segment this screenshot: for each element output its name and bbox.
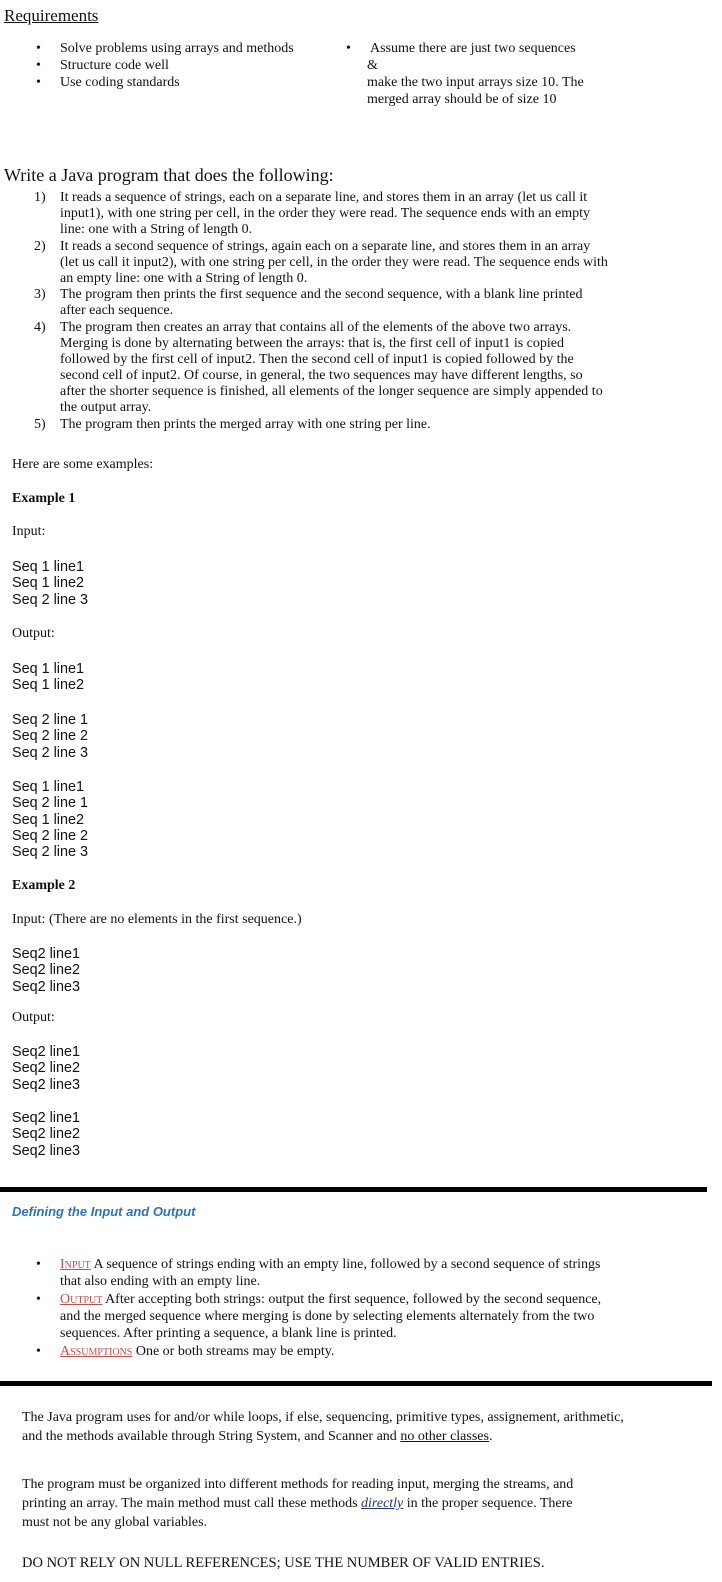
io-text: and the merged sequence where merging is done by selecting elements alternately from the two — [60, 1309, 595, 1324]
code-line: Seq2 line1 — [12, 1044, 81, 1060]
io-list — [36, 1256, 636, 1361]
example-2-input — [12, 946, 80, 995]
footer-text: . — [488, 1429, 493, 1444]
step-item — [34, 320, 634, 415]
example-2-output-block-2 — [12, 1110, 80, 1159]
example-2-input-label: Input: (There are no elements in the first sequence.) — [12, 912, 302, 927]
requirement-continuation: make the two input arrays size 10. The — [367, 75, 584, 90]
requirements-title: Requirements — [4, 6, 99, 25]
example-1-title: Example 1 — [12, 491, 76, 506]
requirement-item: • Use coding standards — [36, 74, 336, 91]
requirement-item: • Assume there are just two sequences — [346, 40, 636, 57]
step-line: after each sequence. — [60, 303, 174, 319]
step-line: The program then creates an array that contains all of the elements of the above two arrays. — [60, 320, 572, 336]
io-text: One or both streams may be empty. — [132, 1344, 335, 1359]
io-text: A sequence of strings ending with an empty line, followed by a second sequence of strings — [90, 1257, 601, 1272]
footer-underlined: no other classes — [400, 1429, 489, 1444]
step-number: 3) — [34, 287, 46, 303]
step-number: 5) — [34, 416, 46, 432]
io-text: sequences. After printing a sequence, a blank line is printed. — [60, 1326, 397, 1341]
code-line: Seq 1 line1 — [12, 779, 85, 795]
code-line: Seq 1 line2 — [12, 677, 85, 694]
step-line: the output array. — [60, 399, 152, 415]
footer-text: in the proper sequence. There — [403, 1496, 573, 1511]
examples-intro: Here are some examples: — [12, 457, 154, 472]
steps-list — [34, 190, 634, 434]
assumptions-tag: Assumptions — [60, 1344, 133, 1359]
io-section-heading: Defining the Input and Output — [12, 1204, 196, 1219]
footer-paragraph-1 — [22, 1408, 672, 1446]
code-line: Seq 2 line 3 — [12, 744, 89, 761]
step-line: The program then prints the merged array with one string per line. — [60, 416, 431, 432]
requirement-item: • Structure code well — [36, 57, 336, 74]
step-line: It reads a sequence of strings, each on a separate line, and stores them in an array (let us call it — [60, 190, 588, 205]
requirements-left-list — [36, 40, 336, 91]
footer-paragraph-2 — [22, 1475, 672, 1532]
example-2-output-label: Output: — [12, 1010, 55, 1025]
step-number: 4) — [34, 320, 46, 336]
code-line: Seq2 line2 — [12, 1126, 81, 1143]
io-item-input — [36, 1256, 636, 1290]
example-1-input — [12, 559, 88, 608]
step-item — [34, 417, 634, 433]
footer-warning: DO NOT RELY ON NULL REFERENCES; USE THE NUMBER OF VALID ENTRIES. — [22, 1555, 545, 1571]
step-number: 2) — [34, 238, 46, 254]
section-divider — [0, 1187, 707, 1192]
step-line: The program then prints the first sequence and the second sequence, with a blank line printed — [60, 287, 583, 303]
code-line: Seq 1 line1 — [12, 661, 85, 677]
footer-line — [22, 1494, 672, 1513]
step-line: (let us call it input2), with one string per cell, in the order they were read. The sequence ends with — [60, 254, 608, 270]
footer-emphasis: directly — [361, 1496, 404, 1511]
code-line: Seq 2 line 3 — [12, 844, 89, 861]
step-line: input1), with one string per cell, in the order they were read. The sequence ends with an empty — [60, 205, 591, 221]
code-line: Seq2 line1 — [12, 1110, 81, 1126]
step-item — [34, 190, 634, 238]
footer-line: The program must be organized into different methods for reading input, merging the streams, and — [22, 1477, 574, 1492]
code-line: Seq 1 line2 — [12, 811, 85, 828]
example-2-title: Example 2 — [12, 878, 76, 893]
code-line: Seq 2 line 1 — [12, 795, 89, 812]
footer-line: must not be any global variables. — [22, 1515, 208, 1530]
requirement-item: • Solve problems using arrays and methods — [36, 40, 336, 57]
code-line: Seq2 line3 — [12, 978, 81, 995]
code-line: Seq 2 line 2 — [12, 827, 89, 844]
step-number: 1) — [34, 190, 46, 205]
requirement-continuation: & — [367, 58, 378, 73]
io-text: After accepting both strings: output the first sequence, followed by the second sequence, — [102, 1292, 602, 1307]
step-item — [34, 287, 634, 319]
code-line: Seq 1 line1 — [12, 559, 85, 575]
step-line: after the shorter sequence is finished, all elements of the longer sequence are simply appended to — [60, 383, 603, 399]
step-line: second cell of input2. Of course, in general, the two sequences may have different lengths, so — [60, 367, 583, 383]
io-item-assumptions — [36, 1343, 636, 1360]
output-tag: Output — [60, 1292, 103, 1307]
code-line: Seq2 line3 — [12, 1076, 81, 1093]
footer-line: The Java program uses for and/or while loops, if else, sequencing, primitive types, assignement, arithmetic, — [22, 1410, 624, 1425]
step-line: Merging is done by alternating between the arrays: that is, the first cell of input1 is copied — [60, 336, 564, 352]
example-1-input-label: Input: — [12, 524, 46, 539]
io-item-output — [36, 1291, 636, 1342]
io-text: that also ending with an empty line. — [60, 1274, 261, 1289]
task-heading: Write a Java program that does the following: — [4, 165, 334, 185]
requirements-right-list — [346, 40, 636, 108]
code-line: Seq2 line2 — [12, 1060, 81, 1077]
example-1-output-block-1 — [12, 661, 84, 694]
footer-text: and the methods available through String System, and Scanner and — [22, 1429, 401, 1444]
requirement-continuation: merged array should be of size 10 — [367, 92, 557, 107]
example-1-output-block-2 — [12, 712, 88, 761]
code-line: Seq 1 line2 — [12, 575, 85, 592]
example-1-output-block-3 — [12, 779, 88, 860]
section-divider — [0, 1381, 712, 1386]
example-2-output-block-1 — [12, 1044, 80, 1093]
step-item — [34, 239, 634, 287]
footer-line — [22, 1427, 672, 1446]
step-line: followed by the first cell of input2. Then the second cell of input1 is copied followed by the — [60, 352, 574, 368]
step-line: an empty line: one with a String of length 0. — [60, 270, 308, 286]
code-line: Seq 2 line 3 — [12, 591, 89, 608]
code-line: Seq 2 line 1 — [12, 712, 89, 728]
input-tag: Input — [60, 1257, 91, 1272]
code-line: Seq2 line3 — [12, 1142, 81, 1159]
example-1-output-label: Output: — [12, 626, 55, 641]
code-line: Seq2 line2 — [12, 962, 81, 979]
footer-text: printing an array. The main method must call these methods — [22, 1496, 362, 1511]
step-line: line: one with a String of length 0. — [60, 221, 253, 237]
step-line: It reads a second sequence of strings, again each on a separate line, and stores them in an array — [60, 238, 591, 254]
code-line: Seq2 line1 — [12, 946, 81, 962]
code-line: Seq 2 line 2 — [12, 728, 89, 745]
